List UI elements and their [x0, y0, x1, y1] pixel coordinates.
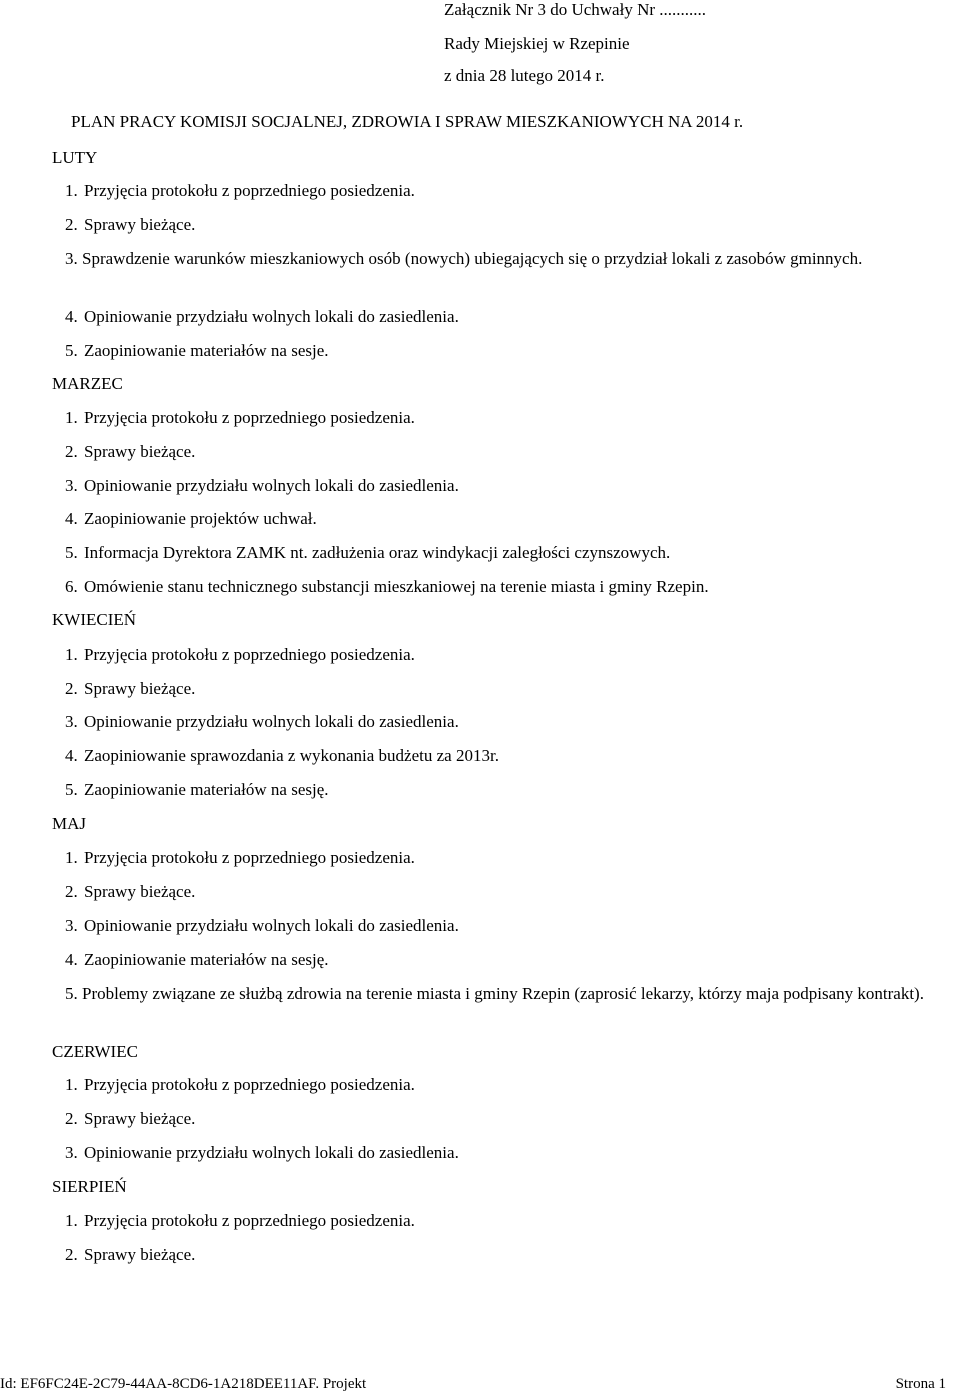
- month-heading-luty: LUTY: [52, 148, 98, 167]
- month-heading-sierpien: SIERPIEŃ: [52, 1177, 127, 1196]
- item-number: 4.: [65, 307, 78, 326]
- list-item: [65, 1211, 415, 1231]
- item-text: Opiniowanie przydziału wolnych lokali do zasiedlenia.: [84, 916, 459, 935]
- item-text: Zaopiniowanie materiałów na sesję.: [84, 780, 329, 799]
- month-heading-maj: MAJ: [52, 814, 87, 833]
- list-item: [65, 577, 709, 597]
- item-number: 1.: [65, 1211, 78, 1230]
- item-text: Przyjęcia protokołu z poprzedniego posiedzenia.: [84, 848, 415, 867]
- list-item: [65, 679, 195, 699]
- list-item: [65, 950, 329, 970]
- item-text: Zaopiniowanie materiałów na sesję.: [84, 950, 329, 969]
- list-item: [65, 780, 329, 800]
- item-text: Informacja Dyrektora ZAMK nt. zadłużenia oraz windykacji zaległości czynszowych.: [84, 543, 671, 562]
- list-item: [65, 442, 195, 462]
- month-heading-kwiecien: KWIECIEŃ: [52, 610, 137, 629]
- attachment-header-line: Załącznik Nr 3 do Uchwały Nr ...........: [444, 0, 707, 19]
- item-text: Sprawdzenie warunków mieszkaniowych osób (nowych) ubiegających się o przydział lokali z zasobów gminnych.: [82, 249, 863, 268]
- item-number: 5.: [65, 984, 78, 1003]
- item-text: Opiniowanie przydziału wolnych lokali do zasiedlenia.: [84, 1143, 459, 1162]
- item-number: 2.: [65, 215, 78, 234]
- list-item: [65, 1109, 195, 1129]
- item-number: 2.: [65, 442, 78, 461]
- list-item: [65, 476, 459, 496]
- list-item: [65, 408, 415, 428]
- item-text: Przyjęcia protokołu z poprzedniego posiedzenia.: [84, 408, 415, 427]
- item-number: 1.: [65, 645, 78, 664]
- list-item: [65, 307, 459, 327]
- document-title: PLAN PRACY KOMISJI SOCJALNEJ, ZDROWIA I SPRAW MIESZKANIOWYCH NA 2014 r.: [71, 112, 744, 131]
- list-item: [65, 543, 670, 563]
- list-item: [65, 1245, 195, 1265]
- item-text: Sprawy bieżące.: [84, 679, 196, 698]
- item-number: 1.: [65, 848, 78, 867]
- item-text: Sprawy bieżące.: [84, 442, 196, 461]
- list-item: [3, 248, 960, 270]
- list-item: [65, 746, 499, 766]
- list-item: [65, 882, 195, 902]
- date-line: z dnia 28 lutego 2014 r.: [444, 66, 605, 85]
- list-item: [65, 712, 459, 732]
- item-text: Opiniowanie przydziału wolnych lokali do zasiedlenia.: [84, 712, 459, 731]
- item-number: 5.: [65, 341, 78, 360]
- item-number: 4.: [65, 950, 78, 969]
- list-item: [65, 1143, 459, 1163]
- list-item: [65, 645, 415, 665]
- item-number: 2.: [65, 1245, 78, 1264]
- item-number: 1.: [65, 181, 78, 200]
- item-text: Opiniowanie przydziału wolnych lokali do zasiedlenia.: [84, 476, 459, 495]
- item-text: Przyjęcia protokołu z poprzedniego posiedzenia.: [84, 645, 415, 664]
- item-text: Przyjęcia protokołu z poprzedniego posiedzenia.: [84, 181, 415, 200]
- item-text: Sprawy bieżące.: [84, 1109, 196, 1128]
- list-item: [65, 916, 459, 936]
- list-item: [65, 341, 329, 361]
- item-number: 5.: [65, 780, 78, 799]
- item-number: 3.: [65, 916, 78, 935]
- item-text: Przyjęcia protokołu z poprzedniego posiedzenia.: [84, 1075, 415, 1094]
- list-item: [65, 1075, 415, 1095]
- month-heading-czerwiec: CZERWIEC: [52, 1042, 138, 1061]
- item-text: Sprawy bieżące.: [84, 1245, 196, 1264]
- item-number: 2.: [65, 882, 78, 901]
- item-number: 5.: [65, 543, 78, 562]
- list-item: [65, 181, 415, 201]
- item-text: Zaopiniowanie sprawozdania z wykonania budżetu za 2013r.: [84, 746, 499, 765]
- council-name-line: Rady Miejskiej w Rzepinie: [444, 34, 630, 53]
- item-text: Przyjęcia protokołu z poprzedniego posiedzenia.: [84, 1211, 415, 1230]
- item-text: Zaopiniowanie materiałów na sesje.: [84, 341, 329, 360]
- item-number: 3.: [65, 712, 78, 731]
- item-number: 3.: [65, 249, 78, 268]
- item-number: 3.: [65, 1143, 78, 1162]
- month-heading-marzec: MARZEC: [52, 374, 123, 393]
- item-number: 2.: [65, 1109, 78, 1128]
- item-number: 4.: [65, 509, 78, 528]
- item-number: 6.: [65, 577, 78, 596]
- list-item: [65, 215, 195, 235]
- item-text: Sprawy bieżące.: [84, 882, 196, 901]
- item-number: 1.: [65, 1075, 78, 1094]
- item-text: Sprawy bieżące.: [84, 215, 196, 234]
- item-number: 2.: [65, 679, 78, 698]
- item-number: 4.: [65, 746, 78, 765]
- item-number: 1.: [65, 408, 78, 427]
- item-number: 3.: [65, 476, 78, 495]
- document-id-footer: Id: EF6FC24E-2C79-44AA-8CD6-1A218DEE11AF. Projekt: [0, 1376, 367, 1392]
- list-item: [65, 509, 317, 529]
- item-text: Opiniowanie przydziału wolnych lokali do zasiedlenia.: [84, 307, 459, 326]
- item-text: Problemy związane ze służbą zdrowia na terenie miasta i gminy Rzepin (zaprosić lekarzy, którzy maja podpisany kontrakt).: [82, 984, 924, 1003]
- item-text: Zaopiniowanie projektów uchwał.: [84, 509, 317, 528]
- item-text: Omówienie stanu technicznego substancji mieszkaniowej na terenie miasta i gminy Rzepin.: [84, 577, 709, 596]
- list-item: [65, 848, 415, 868]
- list-item: [3, 983, 960, 1005]
- page-number-footer: Strona 1: [895, 1376, 946, 1392]
